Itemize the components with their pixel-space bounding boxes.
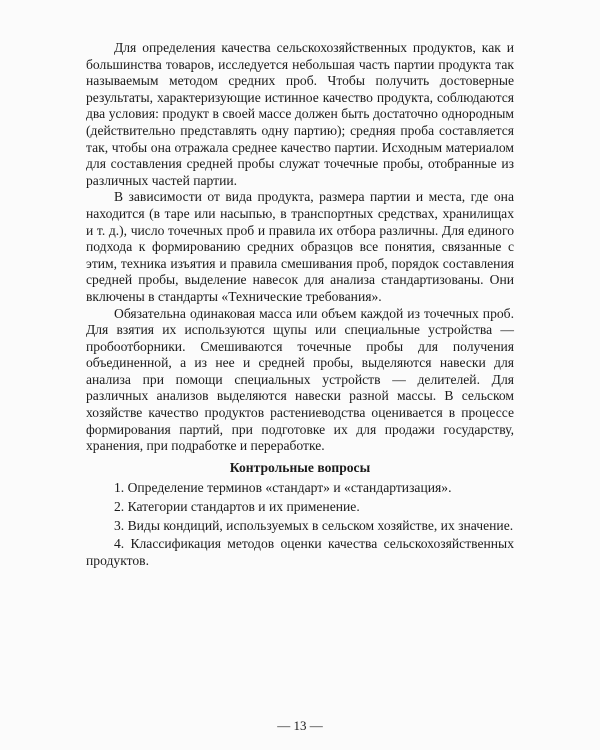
paragraph-sampling-rules: В зависимости от вида продукта, размера партии и места, где она находится (в таре или насыпью, в транспортных средствах, хранилищах и т. д.), число точечных проб и правила их отбора различны. Для единого подхода к формированию средних образцов все понятия, связанные с этим, техника изъятия и правила смешивания проб, порядок составления средней пробы, выделение навесок для анализа стандартизованы. Они включены в стандарты «Технические требования». xyxy=(86,189,514,304)
question-item: 2. Категории стандартов и их применение. xyxy=(114,499,360,515)
paragraph-sample-mass: Обязательна одинаковая масса или объем каждой из точечных проб. Для взятия их используются щупы или специальные устройства — пробоотборники. Смешиваются точечные пробы для получения объединенной, а из нее и средней пробы, выделяются навески для анализа при помощи специальных устройств — делителей. Для различных анализов выделяются навески разной массы. В сельском хозяйстве качество продуктов растениеводства оценивается в процессе формирования партий, при подготовке их для продажи государству, хранения, при подработке и переработке. xyxy=(86,305,514,454)
question-item: 4. Классификация методов оценки качества сельскохозяйственных продуктов. xyxy=(86,536,514,568)
question-item: 3. Виды кондиций, используемых в сельском хозяйстве, их значение. xyxy=(114,517,514,533)
page-content xyxy=(86,40,514,571)
section-heading: Контрольные вопросы xyxy=(229,459,371,475)
question-item: 1. Определение терминов «стандарт» и «стандартизация». xyxy=(114,480,452,496)
page-number: — 13 — xyxy=(277,718,323,733)
paragraph-sampling-method: Для определения качества сельскохозяйственных продуктов, как и большинства товаров, исследуется небольшая часть партии продукта так называемым методом средних проб. Чтобы получить достоверные результаты, характеризующие истинное качество продукта, соблюдаются два условия: продукт в своей массе должен быть достаточно однородным (действительно представлять одну партию); средняя проба составляется так, чтобы она отражала среднее качество партии. Исходным материалом для составления средней пробы служат точечные пробы, отобранные из различных частей партии. xyxy=(86,40,514,188)
